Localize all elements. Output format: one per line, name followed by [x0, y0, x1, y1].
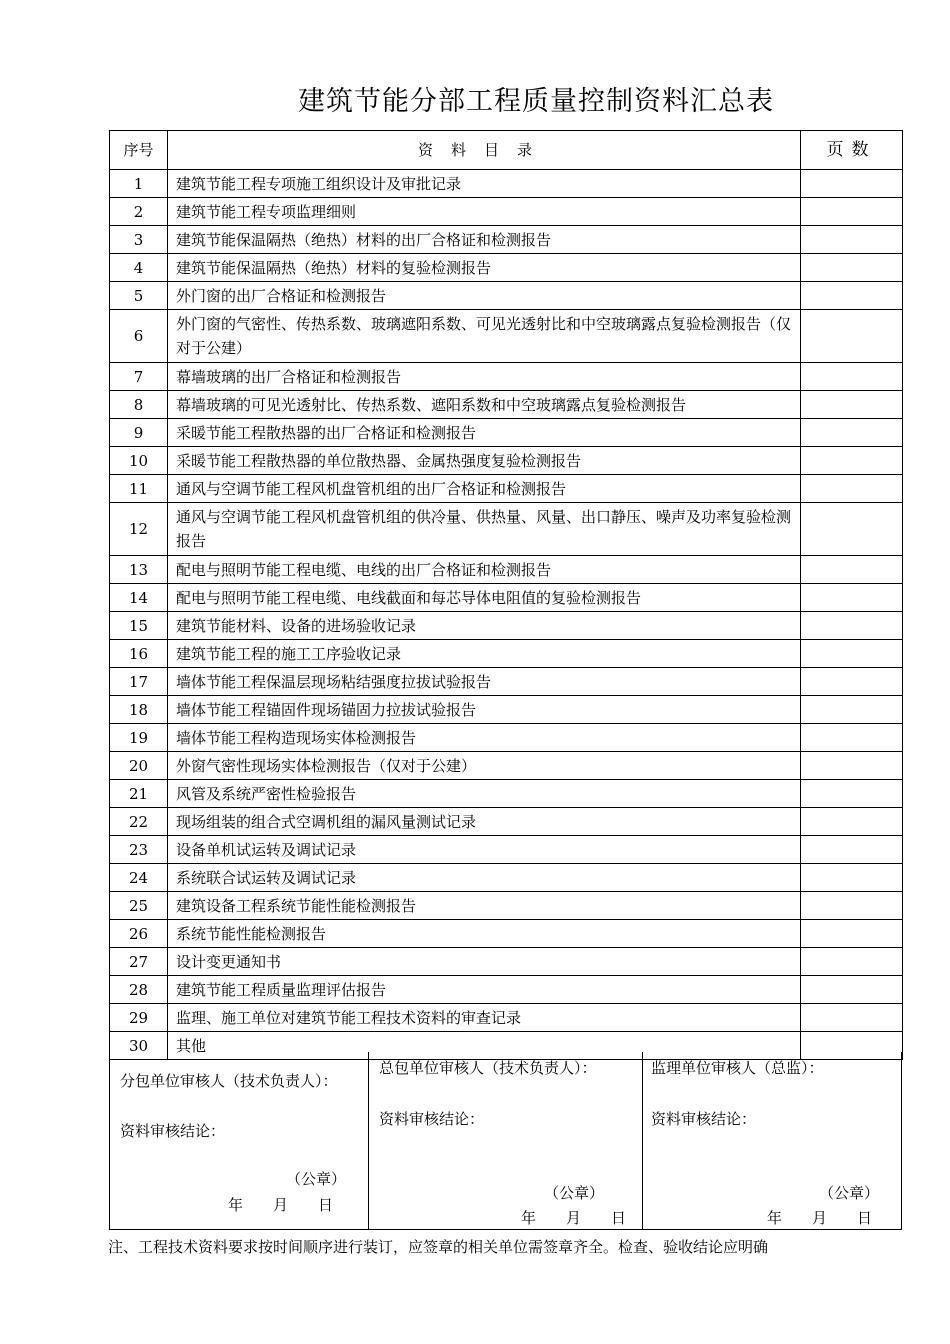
row-number: 3 — [110, 226, 168, 254]
row-pages — [801, 752, 903, 780]
row-number: 17 — [110, 668, 168, 696]
row-pages — [801, 1004, 903, 1032]
row-pages — [801, 864, 903, 892]
general-date-label: 年 月 日 — [521, 1209, 627, 1227]
sub-contractor-signature-box — [109, 1052, 368, 1230]
row-pages — [801, 780, 903, 808]
table-row — [110, 1004, 903, 1032]
row-number: 25 — [110, 892, 168, 920]
row-item: 外门窗的出厂合格证和检测报告 — [168, 282, 801, 310]
row-item: 设备单机试运转及调试记录 — [168, 836, 801, 864]
row-item: 采暖节能工程散热器的单位散热器、金属热强度复验检测报告 — [168, 447, 801, 475]
row-number: 16 — [110, 640, 168, 668]
table-row — [110, 948, 903, 976]
row-item: 建筑节能材料、设备的进场验收记录 — [168, 612, 801, 640]
row-number: 28 — [110, 976, 168, 1004]
row-pages — [801, 556, 903, 584]
table-row — [110, 556, 903, 584]
table-row — [110, 391, 903, 419]
row-number: 21 — [110, 780, 168, 808]
row-item: 幕墙玻璃的可见光透射比、传热系数、遮阳系数和中空玻璃露点复验检测报告 — [168, 391, 801, 419]
row-number: 22 — [110, 808, 168, 836]
row-item: 通风与空调节能工程风机盘管机组的出厂合格证和检测报告 — [168, 475, 801, 503]
row-item: 系统联合试运转及调试记录 — [168, 864, 801, 892]
row-pages — [801, 948, 903, 976]
supervision-seal-label: （公章） — [819, 1184, 880, 1202]
table-row — [110, 503, 903, 556]
row-number: 13 — [110, 556, 168, 584]
row-item: 设计变更通知书 — [168, 948, 801, 976]
row-pages — [801, 363, 903, 391]
table-row — [110, 640, 903, 668]
row-item: 其他 — [168, 1032, 801, 1060]
row-pages — [801, 696, 903, 724]
sub-date-label: 年 月 日 — [228, 1196, 334, 1214]
row-number: 11 — [110, 475, 168, 503]
materials-table — [109, 130, 903, 1060]
row-number: 15 — [110, 612, 168, 640]
general-conclusion-label: 资料审核结论： — [379, 1110, 485, 1128]
row-pages — [801, 920, 903, 948]
row-number: 26 — [110, 920, 168, 948]
table-row — [110, 724, 903, 752]
row-pages — [801, 892, 903, 920]
row-number: 2 — [110, 198, 168, 226]
row-item: 风管及系统严密性检验报告 — [168, 780, 801, 808]
row-item: 监理、施工单位对建筑节能工程技术资料的审查记录 — [168, 1004, 801, 1032]
row-number: 6 — [110, 310, 168, 363]
row-item: 墙体节能工程构造现场实体检测报告 — [168, 724, 801, 752]
table-row — [110, 920, 903, 948]
table-row — [110, 780, 903, 808]
table-row — [110, 696, 903, 724]
table-row — [110, 584, 903, 612]
row-pages — [801, 254, 903, 282]
general-seal-label: （公章） — [544, 1184, 605, 1202]
row-number: 24 — [110, 864, 168, 892]
sub-reviewer-label: 分包单位审核人（技术负责人）： — [120, 1072, 338, 1090]
row-pages — [801, 503, 903, 556]
row-pages — [801, 419, 903, 447]
table-row — [110, 976, 903, 1004]
row-item: 墙体节能工程锚固件现场锚固力拉拔试验报告 — [168, 696, 801, 724]
sub-conclusion-label: 资料审核结论： — [120, 1122, 226, 1140]
row-item: 幕墙玻璃的出厂合格证和检测报告 — [168, 363, 801, 391]
row-number: 12 — [110, 503, 168, 556]
row-number: 19 — [110, 724, 168, 752]
row-number: 20 — [110, 752, 168, 780]
row-item: 系统节能性能检测报告 — [168, 920, 801, 948]
table-row — [110, 419, 903, 447]
table-row — [110, 612, 903, 640]
row-pages — [801, 226, 903, 254]
row-pages — [801, 836, 903, 864]
row-number: 8 — [110, 391, 168, 419]
row-number: 4 — [110, 254, 168, 282]
row-pages — [801, 310, 903, 363]
header-pages: 页数 — [801, 131, 903, 170]
table-row — [110, 226, 903, 254]
row-number: 29 — [110, 1004, 168, 1032]
table-row — [110, 170, 903, 198]
table-row — [110, 668, 903, 696]
row-number: 1 — [110, 170, 168, 198]
row-item: 建筑节能保温隔热（绝热）材料的出厂合格证和检测报告 — [168, 226, 801, 254]
row-item: 建筑节能保温隔热（绝热）材料的复验检测报告 — [168, 254, 801, 282]
supervision-date-label: 年 月 日 — [767, 1209, 873, 1227]
table-row — [110, 475, 903, 503]
header-catalog: 资料目录 — [168, 131, 801, 170]
row-pages — [801, 808, 903, 836]
row-number: 18 — [110, 696, 168, 724]
row-item: 建筑节能工程质量监理评估报告 — [168, 976, 801, 1004]
row-number: 9 — [110, 419, 168, 447]
table-row — [110, 363, 903, 391]
row-number: 27 — [110, 948, 168, 976]
row-pages — [801, 282, 903, 310]
row-pages — [801, 584, 903, 612]
table-row — [110, 198, 903, 226]
table-row — [110, 310, 903, 363]
table-row — [110, 282, 903, 310]
row-item: 采暖节能工程散热器的出厂合格证和检测报告 — [168, 419, 801, 447]
row-pages — [801, 447, 903, 475]
row-item: 外窗气密性现场实体检测报告（仅对于公建） — [168, 752, 801, 780]
row-item: 建筑节能工程专项施工组织设计及审批记录 — [168, 170, 801, 198]
row-number: 7 — [110, 363, 168, 391]
table-row — [110, 254, 903, 282]
footnote: 注、工程技术资料要求按时间顺序进行装订，应签章的相关单位需签章齐全。检查、验收结论应明确 — [108, 1238, 769, 1256]
row-number: 5 — [110, 282, 168, 310]
general-reviewer-label: 总包单位审核人（技术负责人）： — [379, 1059, 597, 1077]
row-number: 10 — [110, 447, 168, 475]
header-no: 序号 — [110, 131, 168, 170]
table-row — [110, 864, 903, 892]
sub-seal-label: （公章） — [286, 1170, 347, 1188]
row-item: 建筑节能工程专项监理细则 — [168, 198, 801, 226]
row-item: 墙体节能工程保温层现场粘结强度拉拔试验报告 — [168, 668, 801, 696]
table-header-row — [110, 131, 903, 170]
row-item: 现场组装的组合式空调机组的漏风量测试记录 — [168, 808, 801, 836]
general-contractor-signature-box — [368, 1052, 642, 1230]
row-item: 建筑节能工程的施工工序验收记录 — [168, 640, 801, 668]
supervision-signature-box — [642, 1052, 902, 1230]
row-item: 配电与照明节能工程电缆、电线的出厂合格证和检测报告 — [168, 556, 801, 584]
row-item: 外门窗的气密性、传热系数、玻璃遮阳系数、可见光透射比和中空玻璃露点复验检测报告（仅对于公建） — [168, 310, 801, 363]
page-title: 建筑节能分部工程质量控制资料汇总表 — [298, 86, 774, 117]
row-number: 30 — [110, 1032, 168, 1060]
row-pages — [801, 724, 903, 752]
row-number: 14 — [110, 584, 168, 612]
row-pages — [801, 640, 903, 668]
table-row — [110, 752, 903, 780]
row-item: 配电与照明节能工程电缆、电线截面和每芯导体电阻值的复验检测报告 — [168, 584, 801, 612]
table-row — [110, 808, 903, 836]
row-pages — [801, 198, 903, 226]
row-pages — [801, 668, 903, 696]
table-row — [110, 836, 903, 864]
row-pages — [801, 475, 903, 503]
row-number: 23 — [110, 836, 168, 864]
row-item: 建筑设备工程系统节能性能检测报告 — [168, 892, 801, 920]
supervision-reviewer-label: 监理单位审核人（总监）： — [651, 1059, 824, 1077]
row-pages — [801, 391, 903, 419]
row-item: 通风与空调节能工程风机盘管机组的供冷量、供热量、风量、出口静压、噪声及功率复验检测报告 — [168, 503, 801, 556]
row-pages — [801, 976, 903, 1004]
supervision-conclusion-label: 资料审核结论： — [651, 1110, 757, 1128]
row-pages — [801, 612, 903, 640]
table-row — [110, 447, 903, 475]
row-pages — [801, 170, 903, 198]
table-row — [110, 892, 903, 920]
